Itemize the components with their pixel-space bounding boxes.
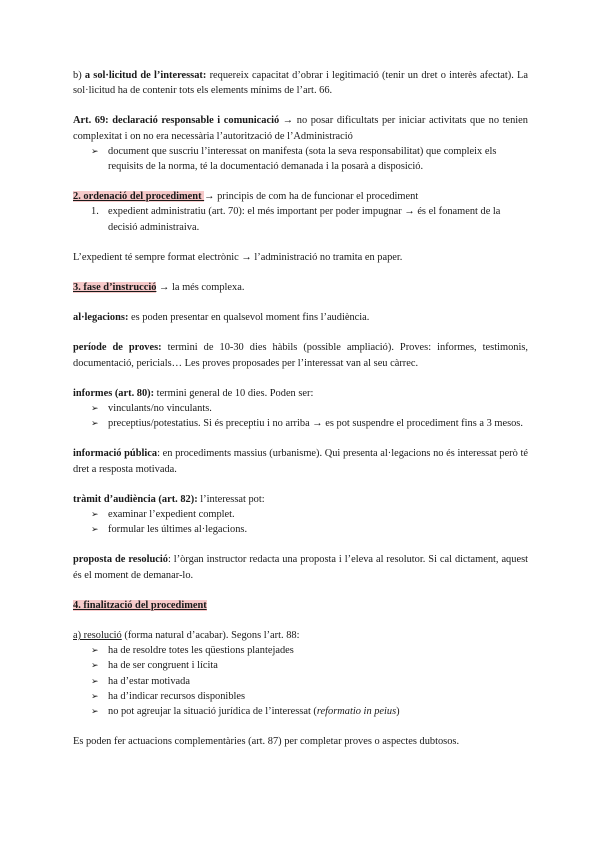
list-item [91, 204, 528, 234]
text-proves: termini de 10-30 dies hàbils (possible ampliació). Proves: informes, testimonis, documentació, pericials… Les proves proposades per l’interessat van al seu càrrec. [73, 342, 528, 369]
term-informes: informes (art. 80): [73, 387, 155, 399]
bullet-text: document que suscriu l’interessat on manifesta (sota la seva responsabilitat) que compleix els requisits de la norma, té la documentació demanada i la posarà a disposició. [108, 145, 497, 173]
bullet-text-end: ) [396, 706, 400, 718]
text-resolucio: (forma natural d’acabar). Segons l’art. 88: [121, 630, 300, 642]
item-text: expedient administratiu (art. 70): el més important per poder impugnar → és el fonament de la decisió administraiva. [108, 206, 501, 233]
paragraph-audiencia [73, 492, 528, 507]
text-audiencia: l’interessat pot: [197, 493, 265, 505]
term-proves: període de proves: [73, 342, 162, 354]
paragraph-informes [73, 386, 528, 401]
bullet-list-audiencia [73, 507, 528, 537]
paragraph-proposta [73, 552, 528, 582]
list-item [91, 522, 528, 537]
text-informes: termini general de 10 dies. Poden ser: [154, 387, 314, 399]
list-item [91, 401, 528, 416]
arrow-bullet-icon: ➢ [91, 418, 99, 429]
arrow-bullet-icon: ➢ [91, 706, 99, 717]
list-item [91, 144, 528, 174]
arrow-bullet-icon: ➢ [91, 675, 99, 686]
bullet-text: examinar l’expedient complet. [108, 509, 235, 521]
arrow-bullet-icon: ➢ [91, 660, 99, 671]
arrow-bullet-icon: ➢ [91, 524, 99, 535]
bullet-text: formular les últimes al·legacions. [108, 524, 248, 536]
bullet-text: ha de ser congruent i lícita [108, 660, 218, 672]
list-item [91, 658, 528, 673]
numbered-list-ordenacio [73, 204, 528, 234]
text-art69: → no posar dificultats per iniciar activitats que no tenien complexitat i on no era necessària l’autorització de l’Administració [73, 115, 528, 142]
heading-instruccio: 3. fase d’instrucció [73, 282, 157, 294]
arrow-bullet-icon: ➢ [91, 403, 99, 414]
arrow-bullet-icon: ➢ [91, 690, 99, 701]
arrow-bullet-icon: ➢ [91, 145, 99, 156]
text-instruccio: → la més complexa. [156, 282, 245, 294]
list-item [91, 416, 528, 431]
list-item [91, 689, 528, 704]
heading-finalitzacio: 4. finalització del procediment [73, 599, 207, 611]
bullet-list-art69 [73, 144, 528, 174]
arrow-bullet-icon: ➢ [91, 509, 99, 520]
term-allegacions: al·legacions: [73, 312, 129, 324]
list-letter: b) [73, 70, 82, 81]
text-proposta: : l’òrgan instructor redacta una proposta i l’eleva al resolutor. Si cal dictament, aquest és el moment de demanar-lo. [73, 554, 528, 581]
paragraph-proves [73, 340, 528, 370]
paragraph-art69 [73, 113, 528, 143]
term-audiencia: tràmit d’audiència (art. 82): [73, 493, 198, 505]
bullet-text: ha d’indicar recursos disponibles [108, 690, 246, 702]
bullet-text: no pot agreujar la situació jurídica de l’interessat ( [108, 706, 317, 718]
heading-ordenacio: 2. ordenació del procediment [73, 191, 205, 203]
list-item [91, 507, 528, 522]
section-heading-ordenacio [73, 189, 528, 204]
section-heading-finalitzacio [73, 598, 528, 613]
text-ordenacio: → principis de com ha de funcionar el procediment [204, 191, 419, 203]
bullet-text: ha de resoldre totes les qüestions plantejades [108, 645, 294, 657]
item-number: 1. [91, 206, 99, 218]
bullet-text: vinculants/no vinculants. [108, 403, 212, 415]
term-solicitud: a sol·licitud de l’interessat: [84, 70, 207, 81]
list-item [91, 704, 528, 719]
term-art69: Art. 69: declaració responsable i comunicació [73, 115, 280, 127]
term-proposta: proposta de resolució [73, 554, 168, 566]
paragraph-resolucio [73, 628, 528, 643]
bullet-list-informes [73, 401, 528, 431]
bullet-text: preceptius/potestatius. Si és preceptiu i no arriba → es pot suspendre el procediment fins a 3 mesos. [108, 418, 523, 430]
text-informacio-publica: : en procediments massius (urbanisme). Qui presenta al·legacions no és interessat però té dret a resposta motivada. [73, 448, 528, 475]
paragraph-allegacions [73, 310, 528, 325]
text-solicitud: requereix capacitat d’obrar i legitimació (tenir un dret o interès afectat). La sol·licitud ha de contenir tots els elements mínims de l’art. 66. [73, 70, 528, 97]
list-item [91, 643, 528, 658]
paragraph-expedient: L’expedient té sempre format electrònic → l’administració no tramita en paper. [73, 251, 403, 263]
text-allegacions: es poden presentar en qualsevol moment fins l’audiència. [128, 312, 370, 324]
arrow-bullet-icon: ➢ [91, 645, 99, 656]
paragraph-actuacions: Es poden fer actuacions complementàries (art. 87) per completar proves o aspectes dubtosos. [73, 736, 460, 748]
term-resolucio: a) resolució [73, 630, 122, 642]
term-informacio-publica: informació pública [73, 448, 158, 460]
list-item [91, 674, 528, 689]
bullet-list-resolucio [73, 643, 528, 719]
latin-term: reformatio in peius [316, 706, 397, 718]
paragraph-informacio-publica [73, 446, 528, 476]
paragraph-solicitud [73, 68, 528, 98]
section-heading-instruccio [73, 280, 528, 295]
bullet-text: ha d’estar motivada [108, 675, 190, 687]
